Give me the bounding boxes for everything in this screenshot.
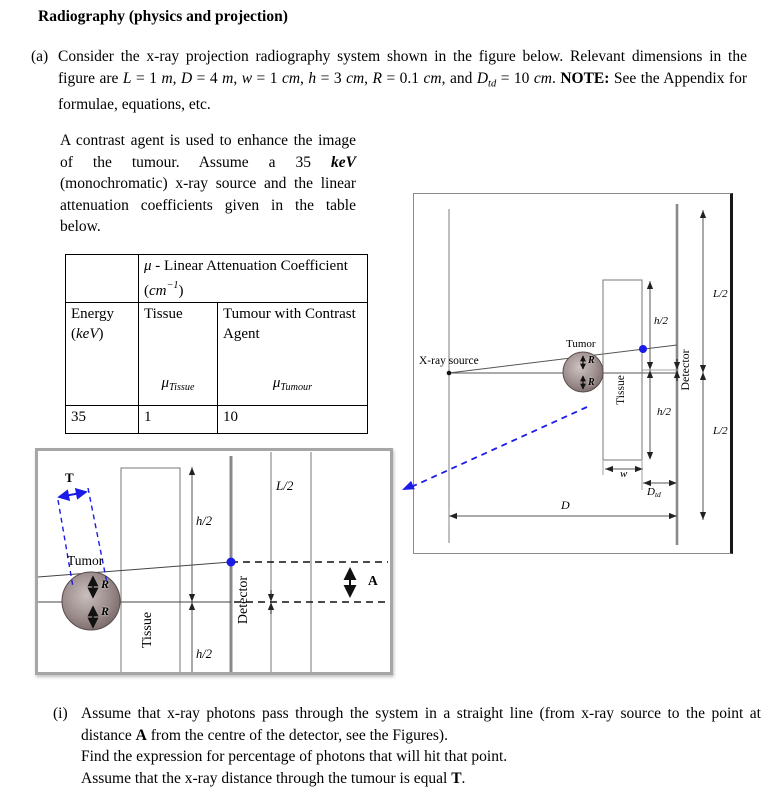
d-label: D (561, 498, 570, 512)
paragraph-contrast-agent: A contrast agent is used to enhance the image of the tumour. Assume a 35 keV (monochromatic) x-ray source and the linear attenuation coefficients given in the table below. (60, 132, 356, 235)
table-row (66, 255, 368, 303)
ray-hit-dot (227, 558, 236, 567)
tissue-column-label: Tissue (144, 306, 183, 323)
table-row (66, 406, 368, 434)
ray-exit-dot (639, 345, 647, 353)
tumour-column-label: Tumour with Contrast Agent (223, 306, 356, 343)
table-row (66, 303, 368, 406)
l2-lower-label: L/2 (713, 425, 728, 437)
table-header-tumour (218, 303, 368, 406)
tumor-label: Tumor (67, 553, 104, 568)
mu-tumour-value: 10 (218, 406, 368, 434)
attenuation-table (65, 254, 368, 434)
paragraph-i-line2: Find the expression for percentage of photons that will hit that point. (81, 748, 508, 765)
item-a-marker: (a) (31, 48, 49, 65)
dtd-label: Dtd (647, 486, 661, 499)
h2-lower-label: h/2 (657, 406, 672, 418)
tumor-circle (62, 572, 120, 630)
paragraph-a: Consider the x-ray projection radiography system shown in the figure below. Relevant dimensions in the figure are L = 1 m, D = 4 m, w = 1 cm, h = 3 cm, R = 0.1 cm, and $D_{td} = 10$ cm. NOTE: See the Appendix for formulae, equations, etc. (58, 48, 747, 114)
mu-tumour-symbol: $\mu_{Tumour}$ (272, 375, 313, 394)
h2-upper-label: h/2 (654, 315, 669, 327)
detector-label: Detector (678, 349, 692, 391)
h2-lower-label: h/2 (196, 647, 212, 661)
xray-source-label: X-ray source (419, 355, 479, 367)
paragraph-i (81, 703, 761, 789)
a-label: A (368, 573, 378, 588)
mu-tissue-value: 1 (139, 406, 218, 434)
r-upper-label: R (588, 355, 595, 366)
paragraph-i-line1: Assume that x-ray photons pass through the system in a straight line (from x-ray source to the point at distance A from the centre of the detector, see the Figures). (81, 705, 761, 744)
energy-value: 35 (66, 406, 139, 434)
h2-upper-label: h/2 (196, 514, 212, 528)
tissue-rect (603, 280, 642, 460)
table-header-tissue (139, 303, 218, 406)
table-header-energy: Energy (keV) (66, 303, 139, 406)
figure-radiography-system (413, 193, 733, 554)
page-title: Radiography (physics and projection) (38, 8, 288, 25)
r-upper-label: R (101, 577, 110, 591)
table-header-mu: μ - Linear Attenuation Coefficient $(cm^{-1})$ (139, 255, 368, 303)
figure-zoomed-detail (35, 448, 393, 675)
w-label: w (620, 468, 628, 480)
xray-source-point (447, 371, 452, 376)
t-label: T (65, 470, 74, 485)
tumor-label: Tumor (566, 338, 596, 350)
r-lower-label: R (588, 377, 595, 388)
detector-label: Detector (236, 575, 251, 625)
item-i-marker: (i) (53, 705, 68, 722)
table-cell-empty (66, 255, 139, 303)
tissue-label: Tissue (615, 375, 627, 405)
mu-tissue-symbol: $\mu_{Tissue}$ (161, 375, 195, 394)
paragraph-i-line3: Assume that the x-ray distance through the tumour is equal T. (81, 769, 466, 787)
tissue-label: Tissue (140, 611, 155, 649)
l2-label: L/2 (276, 478, 294, 493)
r-lower-label: R (101, 604, 110, 618)
l2-upper-label: L/2 (713, 288, 728, 300)
